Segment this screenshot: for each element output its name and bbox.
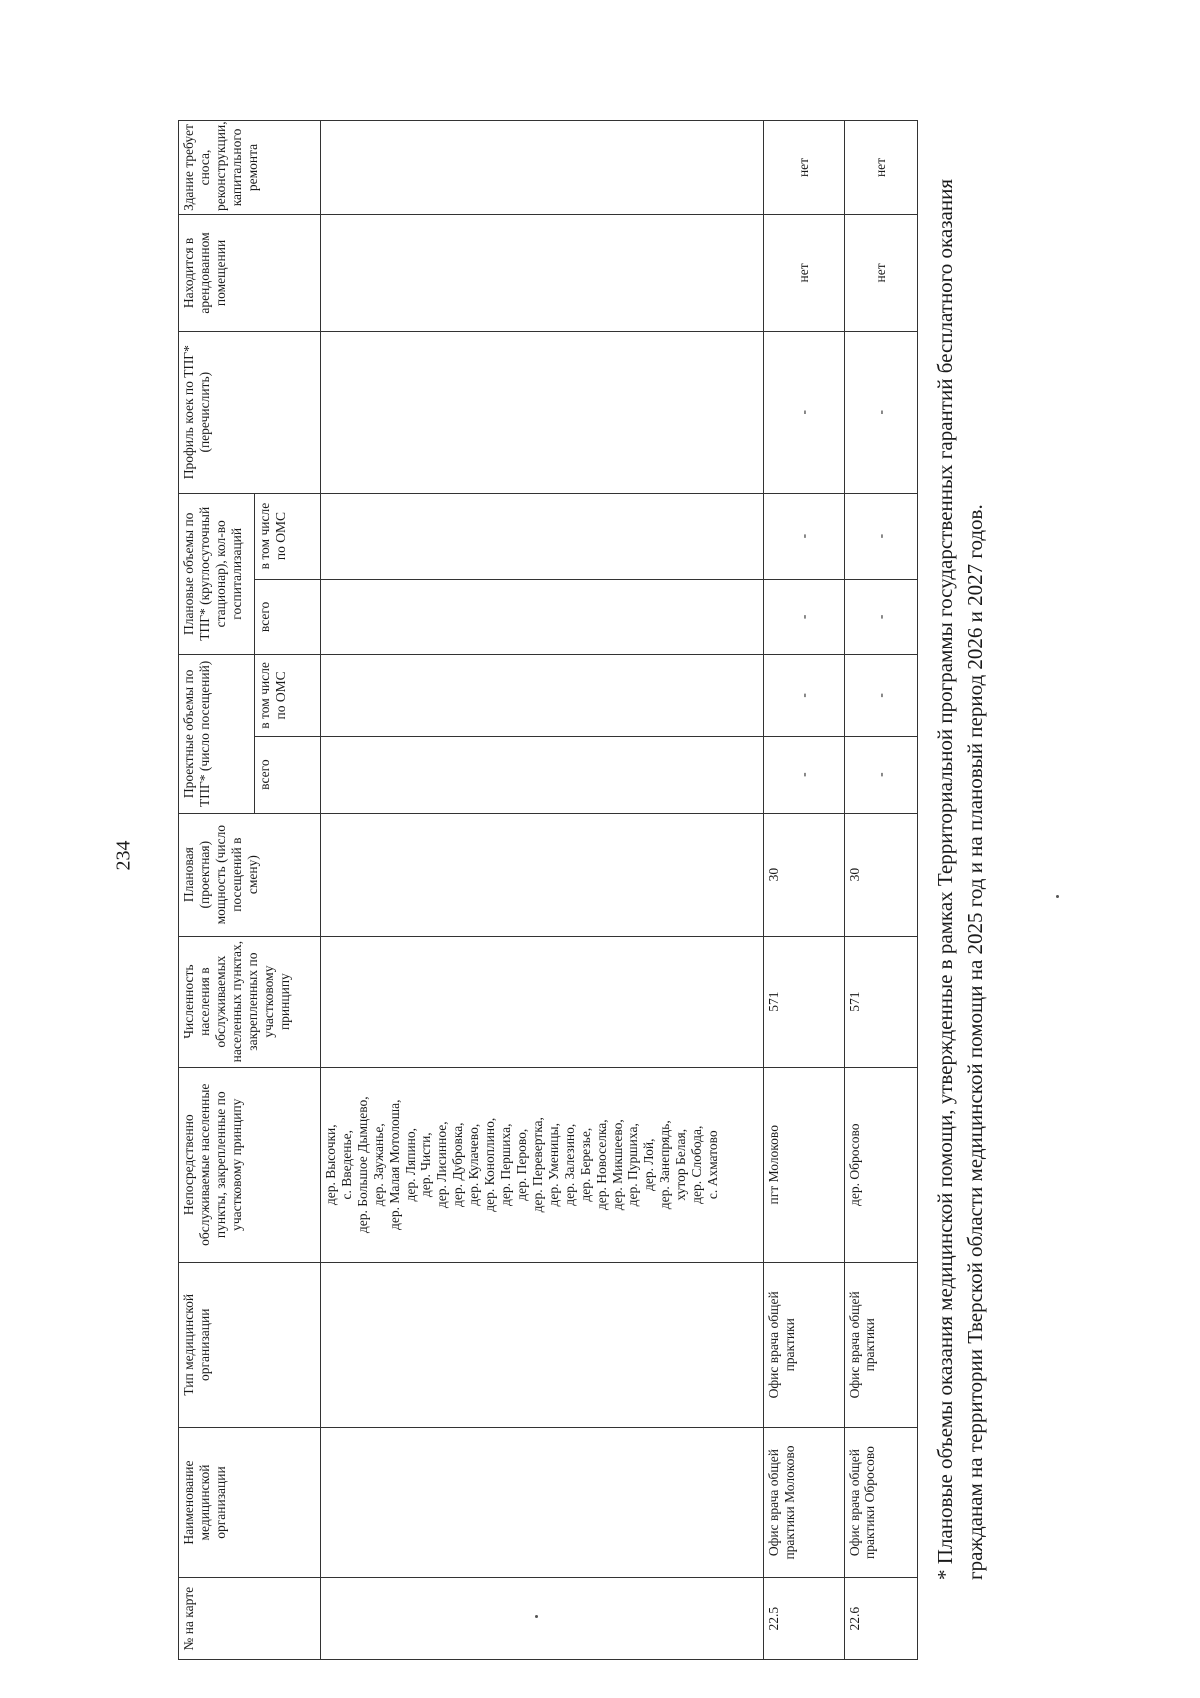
cell-visits-oms: - [844,655,917,737]
cell-map-no: 22.5 [763,1578,844,1660]
table-row [763,121,844,1660]
header-population: Численность населения в обслуживаемых населенных пунктах, закрепленных по участковому принципу [179,936,321,1067]
header-row-1 [179,121,255,1660]
header-visits-oms: в том числе по ОМС [254,655,320,737]
scan-speck [535,1615,538,1618]
cell-population: 571 [844,936,917,1067]
cell-rented: нет [844,214,917,331]
settlement-name: дер. Кулачево, [466,1123,482,1206]
cell-org-name: Офис врача общей практики Обросово [844,1427,917,1578]
cell-rebuild: нет [844,121,917,215]
cell-hosp-total: - [763,579,844,654]
cell-hosp-oms: - [844,493,917,579]
cell-bed-profile: - [763,331,844,493]
settlement-name: дер. Новоселка, [593,1119,609,1211]
settlement-name: дер. Занепрядь, [657,1120,673,1210]
settlement-name: дер. Дубровка, [450,1122,466,1208]
settlement-name: дер. Большое Дымцево, [354,1096,370,1234]
cell-org-name: Офис врача общей практики Молоково [763,1427,844,1578]
continuation-row [320,121,763,1660]
cell-map-no: 22.6 [844,1578,917,1660]
header-hosp-total: всего [254,579,320,654]
header-bed-profile: Профиль коек по ТПГ* (перечислить) [179,331,321,493]
continuation-settlements-cell [320,1067,763,1262]
cell-settlements: пгт Молоково [763,1067,844,1262]
cell-capacity: 30 [763,813,844,936]
cell-capacity: 30 [844,813,917,936]
cell-org-type: Офис врача общей практики [763,1262,844,1427]
settlement-name: дер. Слобода, [689,1125,705,1204]
cell-settlements: дер. Обросово [844,1067,917,1262]
settlement-name: дер. Коноплино, [482,1117,498,1212]
settlement-name: дер. Перово, [514,1128,530,1201]
settlement-name: дер. Высочки, [322,1124,338,1206]
header-capacity: Плановая (проектная) мощность (число посещений в смену) [179,813,321,936]
settlement-name: дер. Перевертка, [529,1117,545,1213]
settlement-name: дер. Малая Мотолоша, [386,1099,402,1231]
table-row [844,121,917,1660]
header-hospitalization-group: Плановые объемы по ТПГ* (круглосуточный стационар), кол-во госпитализаций [179,493,255,655]
cell-rented: нет [763,214,844,331]
page-number: 234 [112,840,135,871]
settlement-name: дер. Залезино, [561,1123,577,1206]
header-visits-total: всего [254,736,320,813]
rotated-table-container [178,120,918,1660]
settlement-name: с. Введенье, [338,1130,354,1200]
settlement-name: с. Ахматово [705,1130,721,1200]
footnote: * Плановые объемы оказания медицинской помощи, утвержденные в рамках Территориальной программы государственных гарантий бесплатного оказания гражданам на территории Тверской области медицинской помощи на 2025 год и на плановый период 2026 и 2027 годов. [933,179,988,1580]
settlement-name: хутор Белая, [673,1128,689,1201]
cell-bed-profile: - [844,331,917,493]
settlement-name: дер. Микшеево, [609,1119,625,1211]
scan-speck [1056,895,1059,898]
header-settlements: Непосредственно обслуживаемые населенные пункты, закрепленные по участковому принципу [179,1067,321,1262]
settlement-name: дер. Пуршиха, [625,1123,641,1207]
settlement-name: дер. Заужанье, [370,1123,386,1207]
cell-visits-total: - [763,736,844,813]
settlement-name: дер. Уменицы, [545,1123,561,1207]
settlement-name: дер. Ляпино, [402,1127,418,1202]
header-rented: Находится в арендованном помещении [179,214,321,331]
cell-population: 571 [763,936,844,1067]
header-org-name: Наименование медицинской организации [179,1427,321,1578]
cell-org-type: Офис врача общей практики [844,1262,917,1427]
settlement-name: дер. Лисинное, [434,1121,450,1209]
settlement-name: дер. Першиха, [498,1123,514,1206]
cell-hosp-oms: - [763,493,844,579]
header-visits-group: Проектные объемы по ТПГ* (число посещений) [179,655,255,814]
settlement-name: дер. Чисти, [418,1132,434,1198]
cell-rebuild: нет [763,121,844,215]
header-map-no: № на карте [179,1578,321,1660]
header-org-type: Тип медицинской организации [179,1262,321,1427]
settlement-name: дер. Лой, [641,1138,657,1191]
cell-hosp-total: - [844,579,917,654]
settlement-name: дер. Березье, [577,1127,593,1202]
cell-visits-total: - [844,736,917,813]
facilities-table [178,120,918,1660]
header-rebuild: Здание требует сноса, реконструкции, капитального ремонта [179,121,321,215]
cell-visits-oms: - [763,655,844,737]
header-hosp-oms: в том числе по ОМС [254,493,320,579]
